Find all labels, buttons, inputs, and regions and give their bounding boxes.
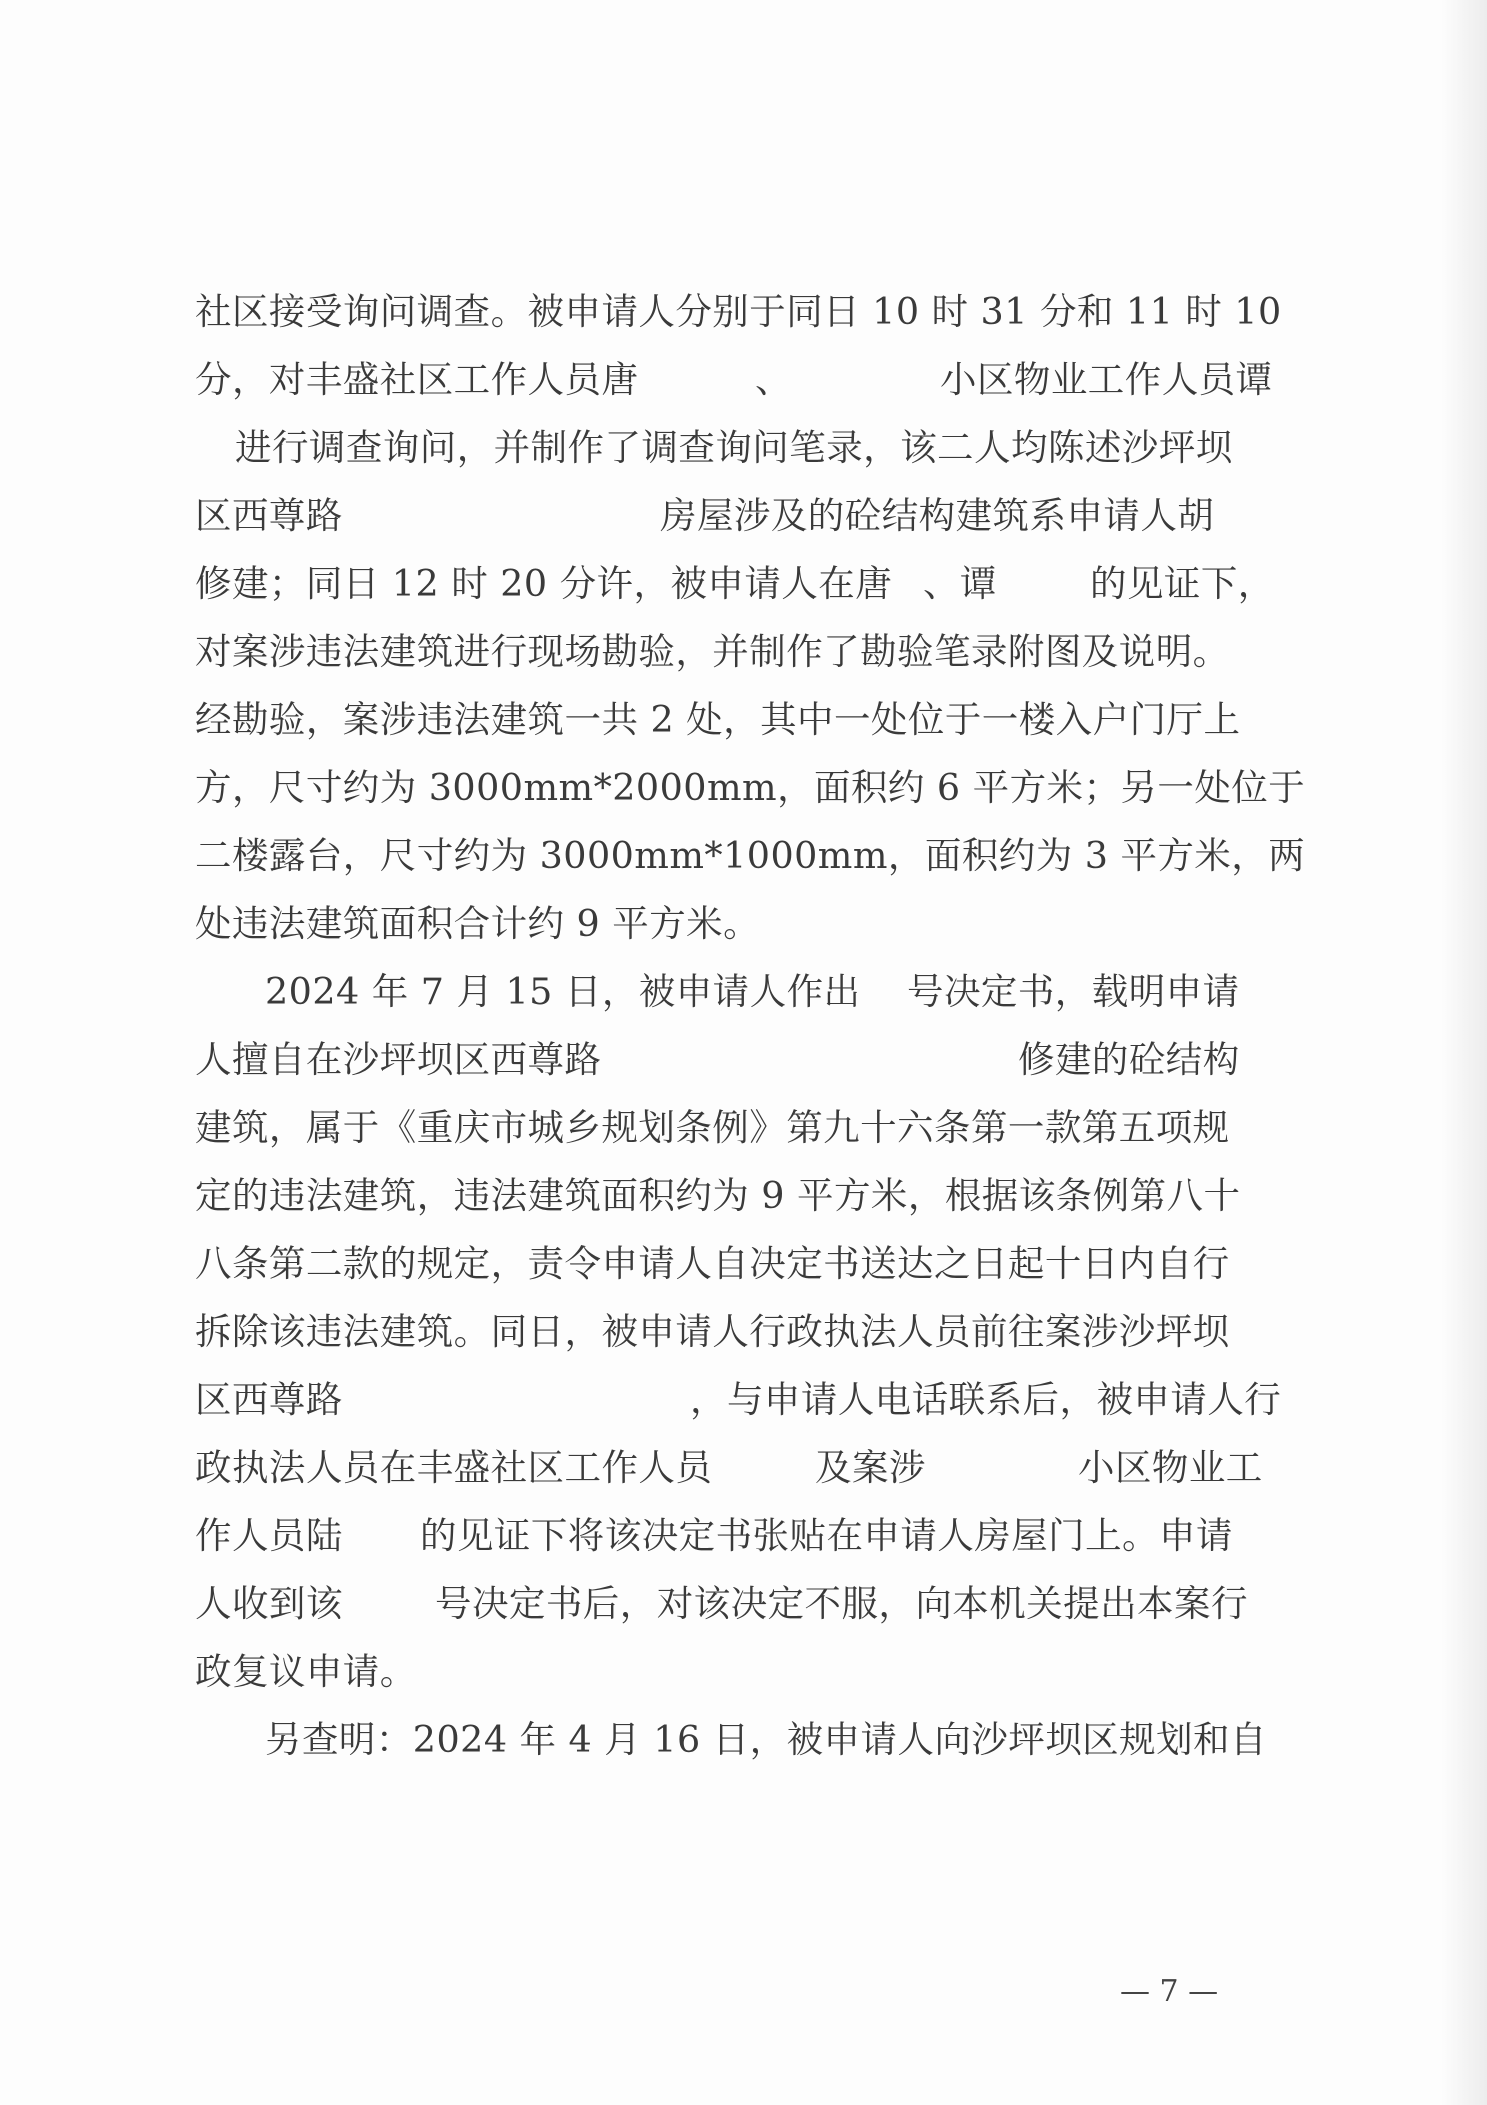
body-text bbox=[195, 278, 1306, 1774]
scan-edge-shadow bbox=[1441, 0, 1487, 2105]
text-segment: 小区物业工 bbox=[1078, 1446, 1263, 1489]
text-line bbox=[195, 1570, 1295, 1638]
text-segment: 处违法建筑面积合计约 9 平方米。 bbox=[195, 902, 761, 945]
text-segment: 二楼露台，尺寸约为 3000mm*1000mm，面积约为 3 平方米，两 bbox=[195, 834, 1306, 877]
text-segment: 区西尊路 bbox=[195, 1378, 343, 1421]
text-line bbox=[195, 822, 1306, 890]
text-line bbox=[195, 346, 1295, 414]
text-segment: 修建；同日 12 时 20 分许，被申请人在唐 bbox=[195, 562, 893, 605]
text-segment: 人擅自在沙坪坝区西尊路 bbox=[195, 1038, 602, 1081]
text-line bbox=[195, 1298, 1295, 1366]
text-segment: 进行调查询问，并制作了调查询问笔录，该二人均陈述沙坪坝 bbox=[235, 426, 1233, 469]
text-segment: 及案涉 bbox=[815, 1446, 926, 1489]
text-segment: 2024 年 7 月 15 日，被申请人作出 bbox=[265, 970, 861, 1013]
text-segment: 号决定书后，对该决定不服，向本机关提出本案行 bbox=[435, 1582, 1248, 1625]
text-line bbox=[195, 1366, 1295, 1434]
text-line bbox=[195, 1026, 1295, 1094]
text-line bbox=[195, 1162, 1295, 1230]
text-segment: 政执法人员在丰盛社区工作人员 bbox=[195, 1446, 713, 1489]
text-line bbox=[195, 618, 1295, 686]
text-line bbox=[195, 890, 1295, 958]
text-line bbox=[195, 1094, 1295, 1162]
text-segment: ，与申请人电话联系后，被申请人行 bbox=[690, 1378, 1282, 1421]
text-line bbox=[195, 1502, 1295, 1570]
text-line bbox=[195, 278, 1295, 346]
text-line bbox=[195, 754, 1306, 822]
text-segment: 的见证下， bbox=[1090, 562, 1275, 605]
text-segment: 人收到该 bbox=[195, 1582, 343, 1625]
text-segment: 、谭 bbox=[923, 562, 997, 605]
text-segment: 、 bbox=[755, 358, 792, 401]
text-segment: 号决定书，载明申请 bbox=[907, 970, 1240, 1013]
text-segment: 定的违法建筑，违法建筑面积约为 9 平方米，根据该条例第八十 bbox=[195, 1174, 1241, 1217]
text-line bbox=[195, 1434, 1295, 1502]
text-segment: 拆除该违法建筑。同日，被申请人行政执法人员前往案涉沙坪坝 bbox=[195, 1310, 1230, 1353]
text-segment: 修建的砼结构 bbox=[1018, 1038, 1240, 1081]
text-line bbox=[195, 1706, 1295, 1774]
text-segment: 经勘验，案涉违法建筑一共 2 处，其中一处位于一楼入户门厅上 bbox=[195, 698, 1241, 741]
text-segment: 的见证下将该决定书张贴在申请人房屋门上。申请 bbox=[420, 1514, 1233, 1557]
text-line bbox=[195, 1638, 1295, 1706]
page-number: — 7 — bbox=[1120, 1974, 1219, 2009]
text-segment: 八条第二款的规定，责令申请人自决定书送达之日起十日内自行 bbox=[195, 1242, 1230, 1285]
text-line bbox=[195, 482, 1295, 550]
text-line bbox=[195, 958, 1295, 1026]
text-segment: 小区物业工作人员谭 bbox=[940, 358, 1273, 401]
text-line bbox=[195, 414, 1295, 482]
text-segment: 对案涉违法建筑进行现场勘验，并制作了勘验笔录附图及说明。 bbox=[195, 630, 1230, 673]
text-segment: 政复议申请。 bbox=[195, 1650, 417, 1693]
text-segment: 社区接受询问调查。被申请人分别于同日 10 时 31 分和 11 时 10 bbox=[195, 290, 1282, 333]
text-line bbox=[195, 686, 1295, 754]
text-segment: 分，对丰盛社区工作人员唐 bbox=[195, 358, 639, 401]
text-segment: 作人员陆 bbox=[195, 1514, 343, 1557]
text-segment: 房屋涉及的砼结构建筑系申请人胡 bbox=[660, 494, 1215, 537]
text-line bbox=[195, 550, 1295, 618]
text-segment: 区西尊路 bbox=[195, 494, 343, 537]
text-line bbox=[195, 1230, 1295, 1298]
text-segment: 建筑，属于《重庆市城乡规划条例》第九十六条第一款第五项规 bbox=[195, 1106, 1230, 1149]
text-segment: 方，尺寸约为 3000mm*2000mm，面积约 6 平方米；另一处位于 bbox=[195, 766, 1306, 809]
text-segment: 另查明：2024 年 4 月 16 日，被申请人向沙坪坝区规划和自 bbox=[265, 1718, 1267, 1761]
